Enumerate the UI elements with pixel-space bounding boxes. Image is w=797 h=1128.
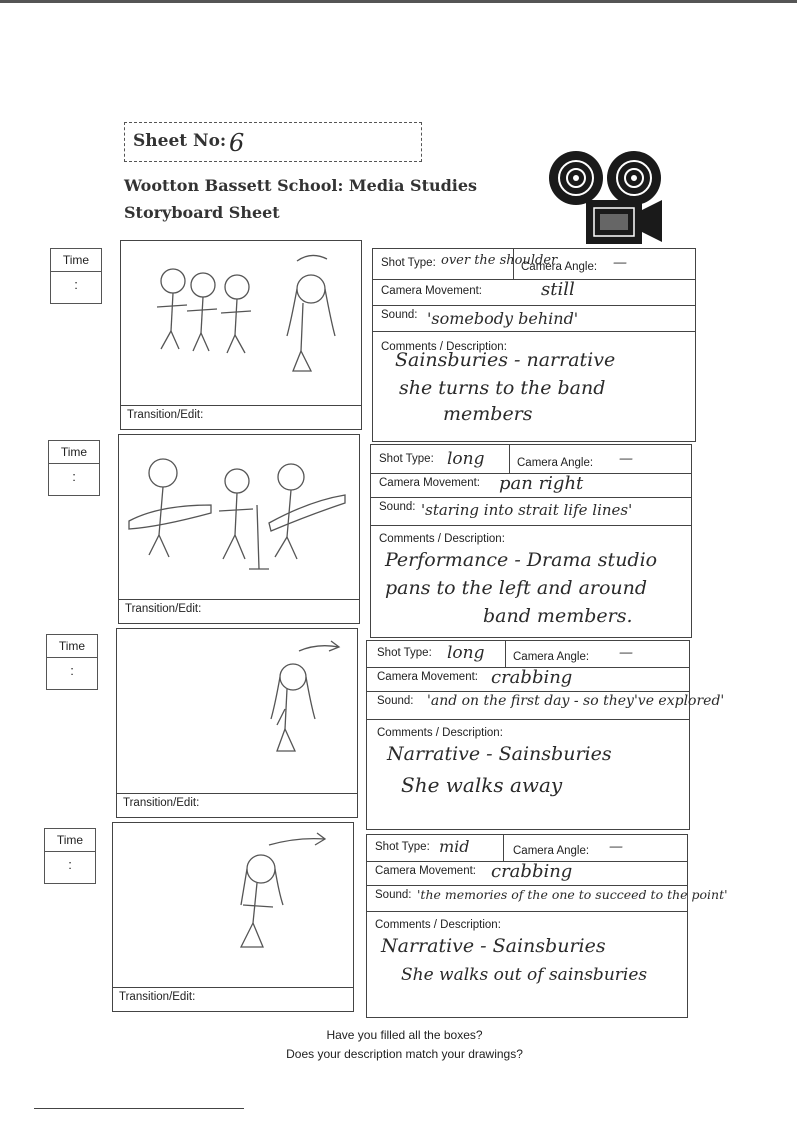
time-value: :	[72, 469, 76, 484]
comments-line-2[interactable]: She walks out of sainsburies	[401, 965, 648, 985]
time-label: Time	[56, 833, 84, 847]
comments-line-1[interactable]: Performance - Drama studio	[385, 549, 658, 571]
time-box-3[interactable]	[46, 634, 98, 690]
details-frame-2	[370, 444, 692, 638]
comments-label: Comments / Description:	[377, 727, 503, 739]
comments-line-1[interactable]: Sainsburies - narrative	[395, 349, 616, 371]
details-frame-4	[366, 834, 728, 1018]
sketch-2	[119, 435, 359, 599]
camera-movement-value[interactable]: crabbing	[491, 861, 573, 882]
transition-label: Transition/Edit:	[123, 797, 200, 809]
sound-value[interactable]: 'the memories of the one to succeed to the point'	[417, 887, 728, 902]
sheet-number-box	[124, 122, 422, 162]
drawing-frame-1	[120, 240, 362, 430]
sketch-1	[121, 241, 361, 405]
camera-angle-value[interactable]: —	[619, 451, 633, 467]
time-label: Time	[60, 445, 88, 459]
comments-line-1[interactable]: Narrative - Sainsburies	[381, 935, 606, 957]
camera-movement-label: Camera Movement:	[377, 671, 478, 683]
footer-question-2: Does your description match your drawings?	[286, 1047, 523, 1061]
camera-movement-value[interactable]: still	[541, 279, 575, 300]
time-value: :	[74, 277, 78, 292]
shot-type-label: Shot Type:	[379, 453, 434, 465]
sound-value[interactable]: 'and on the first day - so they've explored'	[427, 693, 725, 709]
comments-line-3[interactable]: band members.	[483, 605, 633, 627]
sound-label: Sound:	[377, 695, 414, 707]
sound-label: Sound:	[375, 889, 412, 901]
scan-top-edge	[0, 0, 797, 3]
camera-movement-label: Camera Movement:	[379, 477, 480, 489]
sketch-4	[113, 823, 353, 987]
camera-movement-label: Camera Movement:	[375, 865, 476, 877]
sheet-title: Storyboard Sheet	[124, 203, 280, 222]
transition-label: Transition/Edit:	[125, 603, 202, 615]
camera-movement-value[interactable]: pan right	[499, 473, 584, 494]
drawing-frame-3	[116, 628, 358, 818]
shot-type-label: Shot Type:	[381, 257, 436, 269]
comments-line-2[interactable]: pans to the left and around	[385, 577, 648, 599]
sheet-number-value: 6	[229, 129, 245, 157]
sound-label: Sound:	[379, 501, 416, 513]
comments-line-2[interactable]: She walks away	[401, 773, 563, 797]
camera-angle-label: Camera Angle:	[513, 651, 590, 663]
time-box-1[interactable]	[50, 248, 102, 304]
details-frame-1	[372, 248, 696, 442]
camera-angle-value[interactable]: —	[609, 839, 623, 855]
comments-label: Comments / Description:	[379, 533, 505, 545]
camera-angle-label: Camera Angle:	[513, 845, 590, 857]
sheet-number-label: Sheet No:	[133, 131, 227, 151]
shot-type-label: Shot Type:	[375, 841, 430, 853]
camera-angle-value[interactable]: —	[619, 645, 633, 661]
comments-label: Comments / Description:	[381, 341, 507, 353]
comments-line-2[interactable]: she turns to the band	[399, 377, 606, 399]
camera-angle-label: Camera Angle:	[521, 261, 598, 273]
comments-line-1[interactable]: Narrative - Sainsburies	[387, 743, 612, 765]
drawing-frame-4	[112, 822, 354, 1012]
shot-type-value[interactable]: long	[447, 643, 485, 663]
camera-angle-label: Camera Angle:	[517, 457, 594, 469]
shot-type-value[interactable]: over the shoulder	[441, 253, 558, 268]
details-frame-3	[366, 640, 725, 830]
shot-type-value[interactable]: long	[447, 449, 485, 469]
time-label: Time	[62, 253, 90, 267]
signature-line	[34, 1108, 244, 1109]
transition-label: Transition/Edit:	[127, 409, 204, 421]
time-box-2[interactable]	[48, 440, 100, 496]
shot-type-value[interactable]: mid	[439, 837, 470, 856]
sound-value[interactable]: 'staring into strait life lines'	[421, 501, 633, 519]
comments-label: Comments / Description:	[375, 919, 501, 931]
comments-line-3[interactable]: members	[443, 403, 533, 425]
camera-movement-value[interactable]: crabbing	[491, 667, 573, 688]
sound-value[interactable]: 'somebody behind'	[427, 309, 579, 328]
footer-question-1: Have you filled all the boxes?	[326, 1028, 483, 1042]
school-title: Wootton Bassett School: Media Studies	[124, 176, 478, 195]
film-camera-icon	[546, 148, 666, 248]
camera-angle-value[interactable]: —	[613, 255, 627, 271]
time-value: :	[70, 663, 74, 678]
transition-label: Transition/Edit:	[119, 991, 196, 1003]
sketch-3	[117, 629, 357, 793]
time-value: :	[68, 857, 72, 872]
drawing-frame-2	[118, 434, 360, 624]
shot-type-label: Shot Type:	[377, 647, 432, 659]
camera-movement-label: Camera Movement:	[381, 285, 482, 297]
sound-label: Sound:	[381, 309, 418, 321]
time-label: Time	[58, 639, 86, 653]
time-box-4[interactable]	[44, 828, 96, 884]
